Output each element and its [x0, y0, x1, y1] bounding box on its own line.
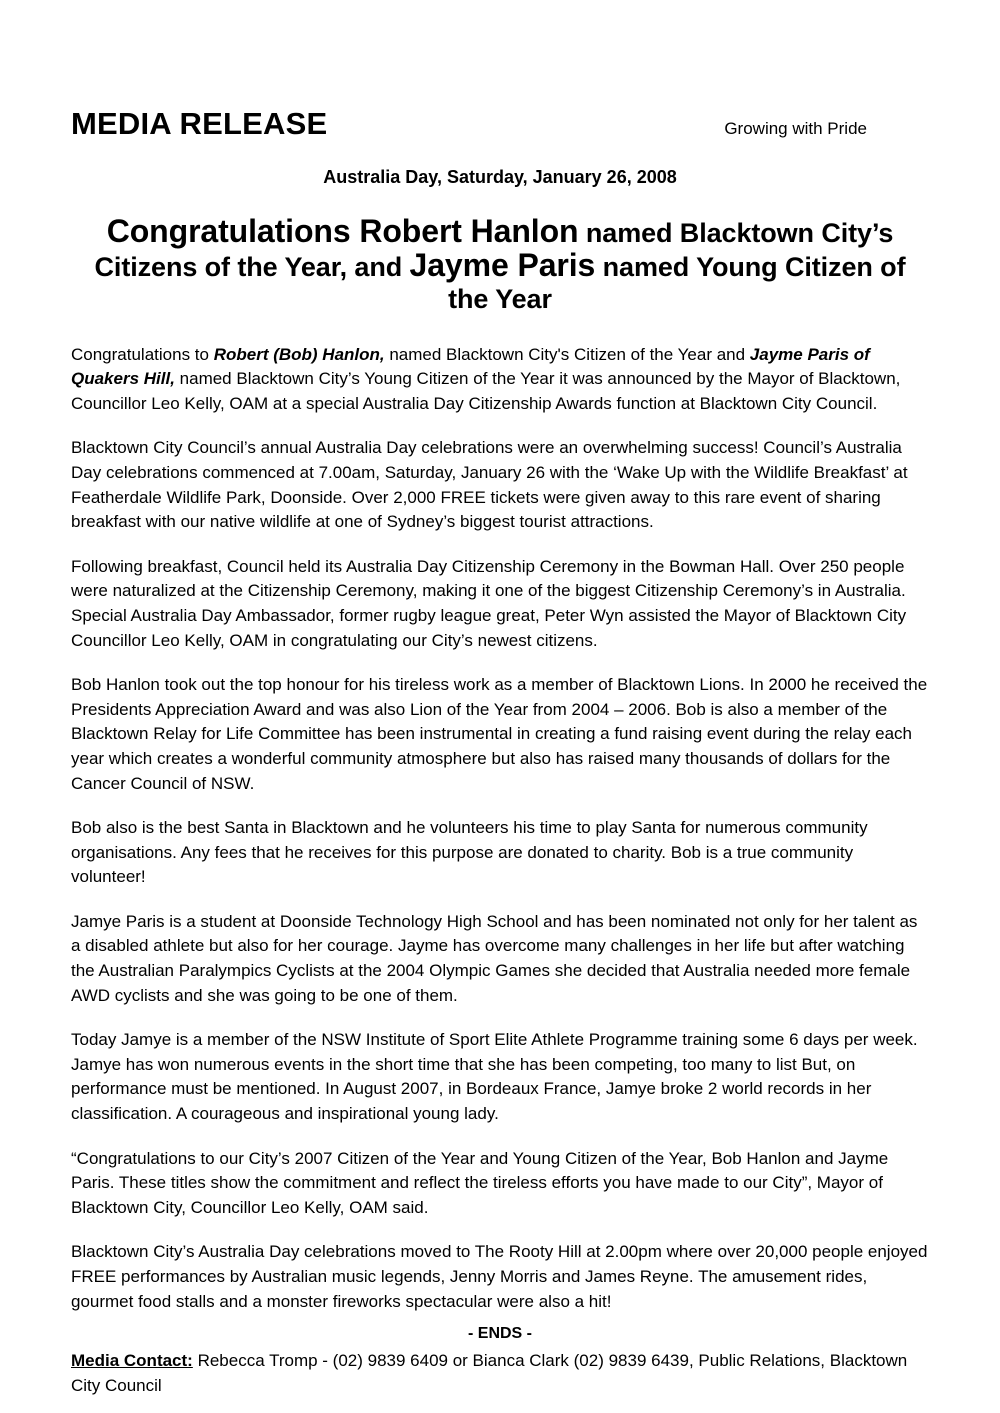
- dateline: Australia Day, Saturday, January 26, 2008: [323, 167, 677, 187]
- p5-bob-santa: [71, 343, 929, 890]
- text-run: Jamye Paris is a student at Doonside Technology High School and has been nominated not only for her talent as a disabled athlete but also for her courage. Jayme has overcome many challenges in her life but after watching the Australian Paralympics Cyclists at the 2004 Olympic Games she decided that Australia needed more female AWD cyclists and she was going to be one of them.: [71, 911, 918, 1005]
- media-contact: [71, 1349, 929, 1398]
- headline-segment-primary-name: Congratulations Robert Hanlon: [106, 212, 579, 249]
- p9-rooty-hill: [71, 343, 929, 1315]
- p6-jamye-student: [71, 343, 929, 1009]
- page-title: MEDIA RELEASE: [71, 106, 328, 141]
- document-content: [71, 0, 929, 1399]
- emphasis-run: Robert (Bob) Hanlon,: [213, 344, 385, 364]
- media-contact-label: Media Contact:: [71, 1351, 193, 1371]
- p3-citizenship-ceremony: [71, 343, 929, 654]
- headline: [71, 212, 929, 315]
- p1-announcement: [71, 343, 929, 417]
- text-run: “Congratulations to our City’s 2007 Citizen of the Year and Young Citizen of the Year, Bob Hanlon and Jayme Paris. These titles show the commitment and reflect the tireless efforts you have made to our City”, Mayor of Blacktown City, Councillor Leo Kelly, OAM said.: [71, 1148, 889, 1217]
- masthead: [71, 0, 929, 139]
- text-run: Blacktown City’s Australia Day celebrations moved to The Rooty Hill at 2.00pm where over 20,000 people enjoyed FREE performances by Australian music legends, Jenny Morris and James Reyne. The amusement rides, gourmet food stalls and a monster fireworks spectacular were also a hit!: [71, 1242, 928, 1311]
- p4-bob-hanlon-lions: [71, 343, 929, 797]
- text-run: Blacktown City Council’s annual Australia Day celebrations were an overwhelming success! Council’s Australia Day celebrations commenced at 7.00am, Saturday, January 26 with the ‘Wake Up with the Wildlife Breakfast’ at Featherdale Wildlife Park, Doonside. Over 2,000 FREE tickets were given away to this rare event of sharing breakfast with our native wildlife at one of Sydney’s biggest tourist attractions.: [71, 438, 908, 532]
- emphasis-run: Jayme Paris of Quakers Hill,: [71, 344, 870, 389]
- headline-segment-secondary-name: Jayme Paris: [409, 246, 596, 283]
- ends-marker: - ENDS -: [468, 1325, 532, 1343]
- media-contact-details: Rebecca Tromp - (02) 9839 6409 or Bianca Clark (02) 9839 6439, Public Relations, Blacktown City Council: [71, 1351, 908, 1395]
- organisation-tagline: Growing with Pride: [724, 119, 867, 138]
- body-copy: [71, 343, 929, 1315]
- text-run: Today Jamye is a member of the NSW Institute of Sport Elite Athlete Programme training some 6 days per week. Jamye has won numerous events in the short time that she has been competing, too many to list But, on performance must be mentioned. In August 2007, in Bordeaux France, Jamye broke 2 world records in her classification. A courageous and inspirational young lady.: [71, 1030, 918, 1124]
- p8-mayor-quote: [71, 343, 929, 1221]
- p7-jamye-athlete: [71, 343, 929, 1127]
- text-run: Bob Hanlon took out the top honour for his tireless work as a member of Blacktown Lions. In 2000 he received the Presidents Appreciation Award and was also Lion of the Year from 2004 – 2006. Bob is also a member of the Blacktown Relay for Life Committee has been instrumental in creating a fund raising event during the relay each year which creates a wonderful community atmosphere but also has raised many thousands of dollars for the Cancer Council of NSW.: [71, 675, 928, 793]
- text-run: Following breakfast, Council held its Australia Day Citizenship Ceremony in the Bowman Hall. Over 250 people were naturalized at the Citizenship Ceremony, making it one of the biggest Citizenship Ceremony’s in Australia. Special Australia Day Ambassador, former rugby league great, Peter Wyn assisted the Mayor of Blacktown City Councillor Leo Kelly, OAM in congratulating our City’s newest citizens.: [71, 556, 907, 650]
- headline-segment-one: named Blacktown City’s Citizens of the Year, and: [94, 217, 894, 282]
- text-run: named Blacktown City's Citizen of the Year and: [384, 344, 750, 364]
- text-run: Bob also is the best Santa in Blacktown and he volunteers his time to play Santa for numerous community organisations. Any fees that he receives for this purpose are donated to charity. Bob is a true community volunteer!: [71, 818, 868, 887]
- headline-segment-two: named Young Citizen of the Year: [448, 251, 906, 314]
- p2-celebrations: [71, 343, 929, 535]
- text-run: Congratulations to: [71, 344, 214, 364]
- text-run: named Blacktown City’s Young Citizen of the Year it was announced by the Mayor of Blacktown, Councillor Leo Kelly, OAM at a special Australia Day Citizenship Awards function at Blacktown City Council.: [71, 369, 901, 413]
